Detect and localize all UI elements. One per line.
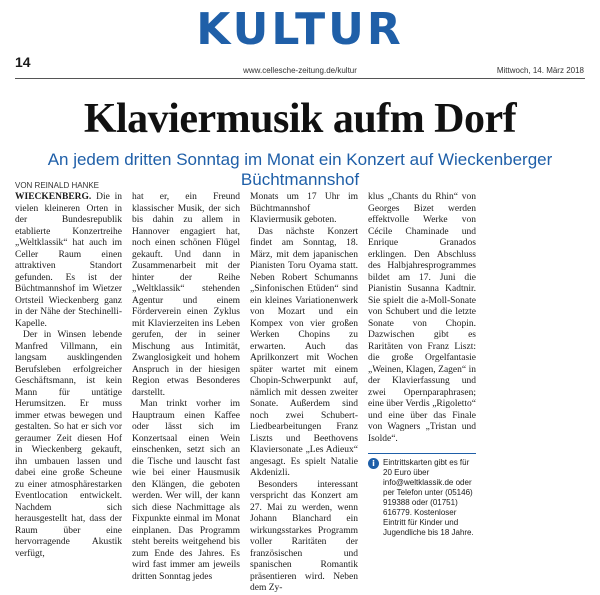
article-paragraph: Der in Winsen lebende Manfred Villmann, ein langsam ausklingenden Berufsleben erfolgreicher Geschäftsmann, ist kein Mann für untätige Herumsitzen. Er muss immer etwas bewegen und gestalten. So hat er sich vor geraumer Zeit diesen Hof in Wieckenberg gekauft, ihn umbauen lassen und dabei eine große Scheune zu einer atmosphärestarken Eventlocation entwickelt. Nachdem sich herausgestellt hat, dass der Raum über eine hervorragende Akustik verfügt, <box>15 330 122 559</box>
page-number: 14 <box>15 54 31 70</box>
ticket-info-text: Eintrittskarten gibt es für 20 Euro über info@weltklassik.de oder per Telefon unter (05146) 919388 oder (01751) 616779. Kostenloser Eintritt für Kinder und Jugendliche bis 18 Jahre. <box>383 458 474 537</box>
article-byline: VON REINALD HANKE <box>15 181 100 190</box>
article-paragraph: WIECKENBERG. Die in vielen kleineren Orten in der Bundesrepublik etablierte Konzertreihe „Weltklassik“ hat auch im Celler Raum einen attraktiven Standort gefunden. Es ist der Büchtmannshof im Wietzer Ortsteil Wieckenberg ganz in der Nähe der Stechinelli-Kapelle. <box>15 192 123 329</box>
issue-date: Mittwoch, 14. März 2018 <box>496 66 584 75</box>
article-paragraph: Besonders interessant verspricht das Konzert am 27. Mai zu werden, wenn Johann Blanchard ein wirkungsstarkes Programm voller Raritäten der französischen und spanischen Romantik präsentieren wird. Neben dem Zy- <box>250 479 358 593</box>
masthead <box>0 0 600 58</box>
article-paragraph: Das nächste Konzert findet am Sonntag, 18. März, mit dem japanischen Pianisten Toru Oyama statt. Neben Robert Schumanns „Sinfonischen Etüden“ sind ein kleines Variationenwerk von Mozart und ein Kompex von vier großen Werken Chopins zu erwarten. Auch das Aprilkonzert mit Wochen später wartet mit einem Chopin-Schwerpunkt auf, nämlich mit dessen zweiter Sonate. Außerdem sind noch zwei Schubert-Liedbearbeitungen Franz Liszts und Beethovens Klaviersonate „Les Adieux“ angesagt. Es spielt Natalie Akdenizli. <box>250 226 358 478</box>
article-paragraph: klus „Chants du Rhin“ von Georges Bizet werden effektvolle Werke von Cécile Chaminade und Enrique Granados erklingen. Den Abschluss des Halbjahresprogrammes bildet am 17. Juni die Pianistin Susanna Kadtnir. Sie spielt die a-Moll-Sonate von Schubert und die letzte Sonate von Chopin. Dazwischen gibt es Raritäten von Franz Liszt: die große Orgelfantasie „Weinen, Klagen, Zagen“ in der Klavierfassung und zwei Opernparaphrasen; eine über Verdis „Rigoletto“ und eine über das Finale von Wagners „Tristan und Isolde“. <box>368 192 476 444</box>
article-subheadline: An jedem dritten Sonntag im Monat ein Konzert auf Wieckenberger Büchtmannshof <box>47 150 553 189</box>
dateline: WIECKENBERG. <box>15 192 92 202</box>
article-column-1 <box>15 192 123 559</box>
info-icon: i <box>368 458 379 469</box>
article-paragraph: Monats um 17 Uhr im Büchtmannshof Klaviermusik geboten. <box>250 192 358 225</box>
article-headline: Klaviermusik aufm Dorf <box>83 96 517 142</box>
section-title: KULTUR <box>196 4 404 55</box>
article-paragraph: hat er, ein Freund klassischer Musik, der sich bis dahin zu allem in Hannover engagiert hat, noch einen schönen Flügel gekauft. Und dann in Zusammenarbeit mit der hinter der Reihe „Weltklassik“ stehenden Agentur und einem Förderverein einen Zyklus mit Klavierzeiten ins Leben gerufen, der in seiner Mischung aus Intimität, Zwanglosigkeit und hohem Anspruch in der hiesigen Region etwas Besonderes darstellt. <box>132 192 240 398</box>
article-column-3 <box>250 192 358 593</box>
article-column-2 <box>132 192 240 582</box>
ticket-info-box <box>368 453 476 538</box>
header-divider <box>15 78 585 79</box>
site-url[interactable]: www.cellesche-zeitung.de/kultur <box>243 66 357 75</box>
article-paragraph: Man trinkt vorher im Hauptraum einen Kaffee oder lässt sich im Konzertsaal einen Wein einschenken, setzt sich an die Tische und lauscht fast wie bei einer Hausmusik den Klängen, die geboten werden. Wer will, der kann sich diese Nachmittage als Fixpunkte einmal im Monat einplanen. Das Programm steht bereits weitgehend bis zum Ende des Jahres. Es wird fast immer am jeweils dritten Sonntag jedes <box>132 399 240 582</box>
article-column-4 <box>368 192 476 537</box>
